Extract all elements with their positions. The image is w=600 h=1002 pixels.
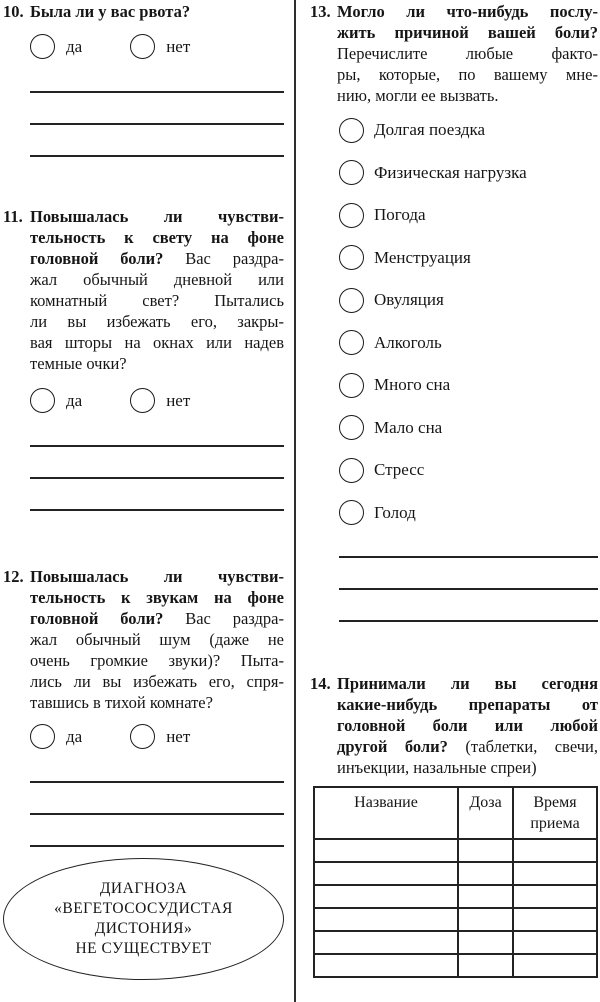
yes-label: да <box>66 390 83 410</box>
option-label: Погода <box>374 205 426 224</box>
write-in-line[interactable] <box>30 815 284 847</box>
write-in-line[interactable] <box>30 751 284 783</box>
medication-cell[interactable] <box>314 862 458 885</box>
question-10-write-in-area <box>30 61 284 157</box>
no-radio[interactable] <box>130 388 155 413</box>
factor-option <box>339 287 598 313</box>
question-13-write-in-area <box>339 526 598 622</box>
question-12-number: 12. <box>3 567 24 586</box>
option-radio[interactable] <box>339 288 364 313</box>
write-in-line[interactable] <box>30 125 284 157</box>
question-10 <box>3 1 284 157</box>
option-label: Стресс <box>374 460 425 479</box>
write-in-line[interactable] <box>339 590 598 622</box>
option-radio[interactable] <box>339 118 364 143</box>
text-line: тельность к звукам на фоне <box>30 588 284 607</box>
question-12 <box>3 566 284 847</box>
medication-cell[interactable] <box>314 885 458 908</box>
medications-table-header-row <box>314 787 597 839</box>
medication-cell[interactable] <box>513 931 597 954</box>
medication-cell[interactable] <box>314 954 458 977</box>
medication-cell[interactable] <box>513 862 597 885</box>
question-11 <box>3 206 284 511</box>
write-in-line[interactable] <box>30 447 284 479</box>
option-radio[interactable] <box>339 500 364 525</box>
text-line: нию, могли ее вызвать. <box>337 86 499 105</box>
medication-cell[interactable] <box>314 931 458 954</box>
yes-label: да <box>66 36 83 56</box>
text-line: другой боли? (таблетки, свечи, <box>337 736 598 756</box>
question-13-number: 13. <box>310 2 331 21</box>
question-12-text <box>30 566 284 713</box>
oval-note-line: ДИАГНОЗА <box>99 880 188 897</box>
oval-note-line: ДИСТОНИЯ» <box>94 920 193 937</box>
text-line: Повышалась ли чувстви- <box>30 567 284 586</box>
no-label: нет <box>166 36 191 56</box>
factor-option <box>339 330 598 356</box>
question-11-yes-no-row <box>30 387 284 413</box>
option-radio[interactable] <box>339 330 364 355</box>
question-11-write-in-area <box>30 415 284 511</box>
text-line: комнатный свет? Пытались <box>30 291 284 310</box>
question-14-number: 14. <box>310 673 331 693</box>
oval-note-line: «ВЕГЕТОСОСУДИСТАЯ <box>54 900 233 917</box>
yes-label: да <box>66 726 83 746</box>
column-header-time: Время приема <box>513 787 597 839</box>
write-in-line[interactable] <box>30 783 284 815</box>
text-line: жал обычный шум (даже не <box>30 630 284 649</box>
column-header-dose: Доза <box>458 787 513 839</box>
option-label: Менструация <box>374 247 471 267</box>
right-column <box>296 0 600 1002</box>
question-13-text <box>337 1 598 106</box>
text-line: жал обычный дневной или <box>30 270 284 289</box>
medication-cell[interactable] <box>513 885 597 908</box>
write-in-line[interactable] <box>339 526 598 558</box>
text-line: тавшись в тихой комнате? <box>30 693 213 712</box>
option-label: Овуляция <box>374 290 444 309</box>
medication-cell[interactable] <box>314 908 458 931</box>
question-10-text <box>30 1 284 22</box>
medication-cell[interactable] <box>458 954 513 977</box>
question-13 <box>310 1 598 622</box>
text-line: жить причиной вашей боли? <box>337 23 598 42</box>
medication-row <box>314 908 597 931</box>
question-14 <box>310 673 598 778</box>
medication-row <box>314 839 597 862</box>
option-label: Много сна <box>374 375 451 394</box>
medication-cell[interactable] <box>458 862 513 885</box>
text-line: лись ли вы избежать его, спря- <box>30 672 284 691</box>
medications-table <box>313 786 598 978</box>
factor-option <box>339 202 598 228</box>
text-line: инъекции, назальные спреи) <box>337 757 537 777</box>
text-line: головной боли или любой <box>337 715 598 735</box>
option-label: Физическая нагрузка <box>374 162 527 182</box>
option-radio[interactable] <box>339 415 364 440</box>
write-in-line[interactable] <box>30 479 284 511</box>
medication-cell[interactable] <box>458 885 513 908</box>
text-line: Повышалась ли чувстви- <box>30 207 284 226</box>
factor-option <box>339 117 598 143</box>
question-14-text <box>337 673 598 778</box>
option-label: Мало сна <box>374 417 443 437</box>
text-line: вая шторы на окнах или надев <box>30 333 284 352</box>
yes-radio[interactable] <box>30 724 55 749</box>
option-radio[interactable] <box>339 373 364 398</box>
question-12-yes-no-row <box>30 723 284 749</box>
factor-option <box>339 372 598 398</box>
medication-cell[interactable] <box>458 908 513 931</box>
yes-radio[interactable] <box>30 388 55 413</box>
text-line: Перечислите любые факто- <box>337 44 598 63</box>
column-header-name: Название <box>314 787 458 839</box>
medication-row <box>314 931 597 954</box>
no-radio[interactable] <box>130 34 155 59</box>
factor-option <box>339 415 598 441</box>
oval-note-line: НЕ СУЩЕСТВУЕТ <box>75 940 212 957</box>
option-label: Долгая поездка <box>374 120 486 139</box>
option-radio[interactable] <box>339 203 364 228</box>
question-12-write-in-area <box>30 751 284 847</box>
diagnosis-note-oval <box>3 858 284 980</box>
yes-radio[interactable] <box>30 34 55 59</box>
left-column <box>0 0 294 1002</box>
text-line: Была ли у вас рвота? <box>30 2 191 21</box>
write-in-line[interactable] <box>30 415 284 447</box>
medication-cell[interactable] <box>458 839 513 862</box>
option-radio[interactable] <box>339 245 364 270</box>
text-line: Могло ли что-нибудь послу- <box>337 2 598 21</box>
no-radio[interactable] <box>130 724 155 749</box>
write-in-line[interactable] <box>30 61 284 93</box>
no-label: нет <box>166 726 191 746</box>
question-10-number: 10. <box>3 2 24 21</box>
write-in-line[interactable] <box>30 93 284 125</box>
medication-cell[interactable] <box>513 954 597 977</box>
text-line: темные очки? <box>30 354 127 373</box>
option-radio[interactable] <box>339 160 364 185</box>
medication-cell[interactable] <box>314 839 458 862</box>
medication-cell[interactable] <box>513 839 597 862</box>
option-radio[interactable] <box>339 458 364 483</box>
text-line: головной боли? Вас раздра- <box>30 609 284 628</box>
text-line: Принимали ли вы сегодня <box>337 673 598 693</box>
question-11-text <box>30 206 284 374</box>
text-line: ры, которые, по вашему мне- <box>337 65 598 84</box>
option-label: Алкоголь <box>374 332 442 352</box>
option-label: Голод <box>374 502 416 522</box>
medication-cell[interactable] <box>458 931 513 954</box>
text-line: ли вы избежать его, закры- <box>30 312 284 331</box>
medication-row <box>314 885 597 908</box>
no-label: нет <box>166 390 191 410</box>
medication-cell[interactable] <box>513 908 597 931</box>
text-line: какие-нибудь препараты от <box>337 694 598 714</box>
text-line: очень громкие звуки)? Пыта- <box>30 651 284 670</box>
medication-row <box>314 954 597 977</box>
factor-option <box>339 457 598 483</box>
write-in-line[interactable] <box>339 558 598 590</box>
question-10-yes-no-row <box>30 33 284 59</box>
factor-options-list <box>339 117 598 526</box>
factor-option <box>339 500 598 526</box>
factor-option <box>339 245 598 271</box>
text-line: тельность к свету на фоне <box>30 228 284 247</box>
question-11-number: 11. <box>3 207 23 226</box>
medication-row <box>314 862 597 885</box>
text-line: головной боли? Вас раздра- <box>30 249 284 268</box>
factor-option <box>339 160 598 186</box>
